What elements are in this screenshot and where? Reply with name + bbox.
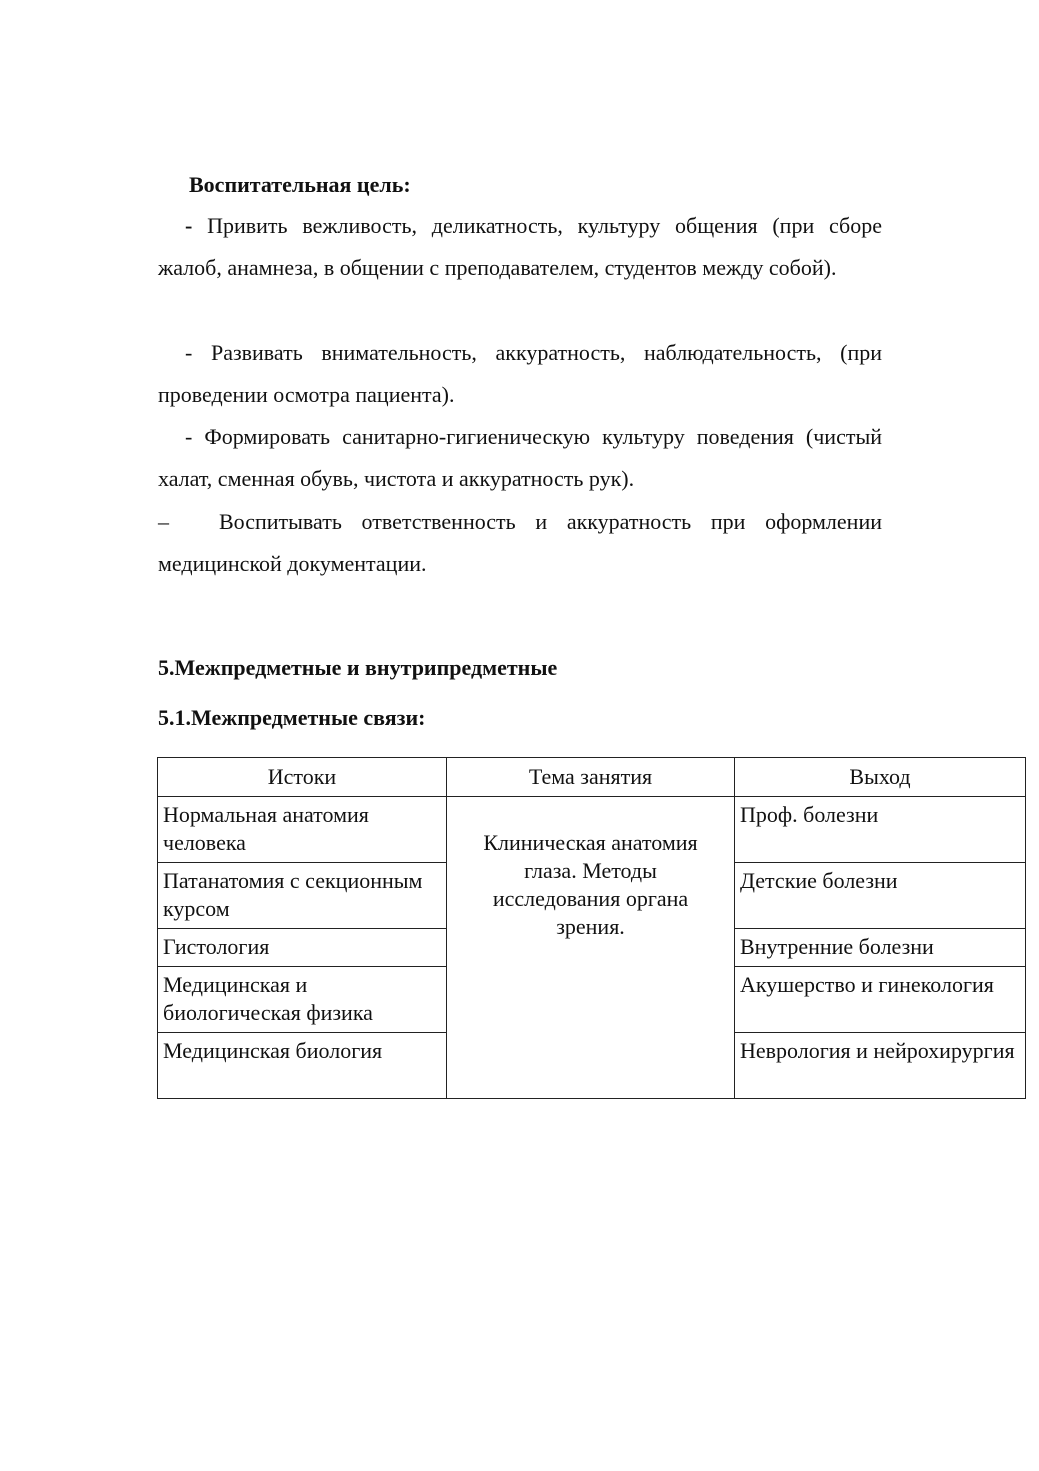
source-cell: Медицинская биология: [158, 1033, 447, 1099]
section-subtitle: 5.1.Межпредметные связи:: [158, 705, 426, 730]
topic-cell: Клиническая анатомия глаза. Методы исследования органа зрения.: [447, 797, 735, 1099]
goal-item-3-marker: -: [185, 424, 193, 449]
goal-item-4: [158, 501, 882, 585]
output-cell: Неврология и нейрохирургия: [735, 1033, 1026, 1099]
output-cell: Детские болезни: [735, 863, 1026, 929]
output-cell: Проф. болезни: [735, 797, 1026, 863]
output-cell: Акушерство и гинекология: [735, 967, 1026, 1033]
goal-item-1: [158, 205, 882, 289]
goal-item-2: [158, 332, 882, 416]
goal-item-1-text: Привить вежливость, деликатность, культуру общения (при сборе жалоб, анамнеза, в общении с преподавателем, студентов между собой).: [158, 213, 882, 280]
header-topic: Тема занятия: [447, 758, 735, 797]
source-cell: Гистология: [158, 929, 447, 967]
source-cell: Нормальная анатомия человека: [158, 797, 447, 863]
goal-item-4-text: Воспитывать ответственность и аккуратность при оформлении медицинской документации.: [158, 509, 882, 576]
goal-item-3: [158, 416, 882, 500]
source-cell: Патанатомия с секционным курсом: [158, 863, 447, 929]
goal-item-4-marker: –: [158, 509, 169, 534]
goal-item-3-text: Формировать санитарно-гигиеническую культуру поведения (чистый халат, сменная обувь, чистота и аккуратность рук).: [158, 424, 883, 491]
goal-item-2-marker: -: [185, 340, 193, 365]
section-title: 5.Межпредметные и внутрипредметные: [158, 655, 558, 680]
header-outputs: Выход: [735, 758, 1026, 797]
source-cell: Медицинская и биологическая физика: [158, 967, 447, 1033]
goal-item-2-text: Развивать внимательность, аккуратность, наблюдательность, (при проведении осмотра пациента).: [158, 340, 882, 407]
goal-item-1-marker: -: [185, 213, 193, 238]
output-cell: Внутренние болезни: [735, 929, 1026, 967]
header-sources: Истоки: [158, 758, 447, 797]
education-goal-heading: Воспитательная цель:: [189, 172, 411, 197]
interdisciplinary-links-table: [157, 757, 1026, 1099]
table-row: [158, 797, 1026, 863]
table-header-row: [158, 758, 1026, 797]
